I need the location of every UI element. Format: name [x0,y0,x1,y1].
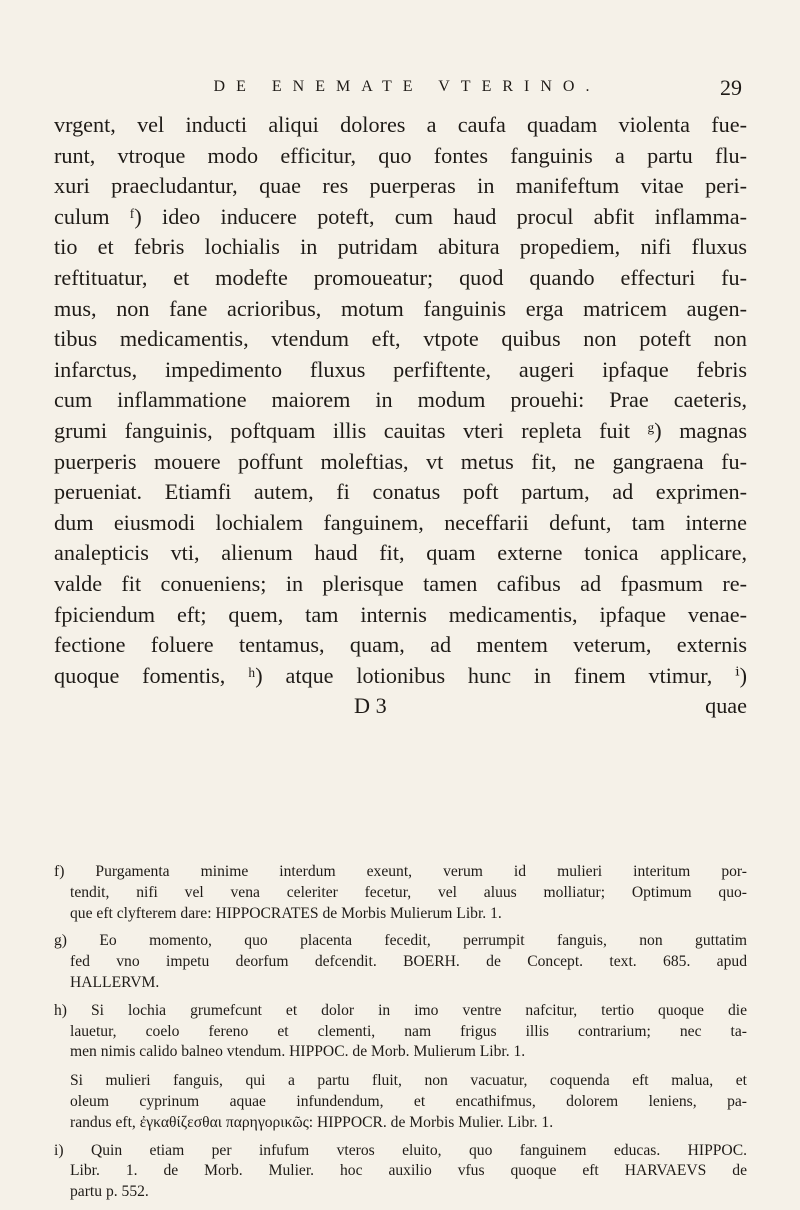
text-line: tio et febris lochialis in putridam abitura propediem, nifi fluxus [54,234,747,260]
footnote-line: lauetur, coelo fereno et clementi, nam frigus illis contrarium; nec ta- [70,1022,747,1040]
signature-row [54,691,747,722]
text-line: valde fit conueniens; in plerisque tamen cafibus ad fpasmum re- [54,570,747,596]
text-line: tibus medicamentis, vtendum eft, vtpote quibus non poteft non [54,326,747,352]
text-line: dum eiusmodi lochialem fanguinem, neceffarii defunt, tam interne [54,509,747,535]
footnote-line: randus eft, ἐγκαθίζεσθαι παρηγορικῶς: HIPPOCR. de Morbis Mulier. Libr. 1. [70,1113,554,1131]
footnote-line: fed vno impetu deorfum defcendit. BOERH. de Concept. text. 685. apud [70,953,747,971]
text-line: puerperis mouere poffunt moleftias, vt metus fit, ne gangraena fu- [54,448,747,474]
footnote-f [54,862,747,924]
footnote-line: HALLERVM. [70,973,160,991]
text-line: perueniat. Etiamfi autem, fi conatus poft partum, ad exprimen- [54,479,747,505]
footnote-line: oleum cyprinum aquae infundendum, et encathifmus, dolorem leniens, pa- [70,1092,747,1110]
footnote-line: tendit, nifi vel vena celeriter fecetur, vel aluus molliatur; Optimum quo- [70,883,747,901]
footnote-line: partu p. 552. [70,1183,149,1201]
footnote-i [54,1141,747,1203]
running-head: DE ENEMATE VTERINO. [213,78,601,95]
footnote-line: Si mulieri fanguis, qui a partu fluit, non vacuatur, coquenda eft malua, et [70,1072,747,1090]
text-line: cum inflammatione maiorem in modum prouehi: Prae caeteris, [54,387,747,413]
text-line: vrgent, vel inducti aliqui dolores a caufa quadam violenta fue- [54,112,747,137]
text-line: runt, vtroque modo efficitur, quo fontes fanguinis a partu flu- [54,142,747,168]
text-line: quoque fomentis, ʰ) atque lotionibus hunc in finem vtimur, ⁱ) [54,662,747,688]
text-line: xuri praecludantur, quae res puerperas in manifeftum vitae peri- [54,173,747,199]
footnote-line: men nimis calido balneo vtendum. HIPPOC. de Morb. Mulierum Libr. 1. [70,1043,526,1061]
footnote-line: f) Purgamenta minime interdum exeunt, verum id mulieri interitum por- [54,863,747,880]
text-line: fpiciendum eft; quem, tam internis medicamentis, ipfaque venae- [54,601,747,627]
footnote-line: h) Si lochia grumefcunt et dolor in imo ventre nafcitur, tertio quoque die [54,1001,747,1019]
footnote-line: g) Eo momento, quo placenta fecedit, perrumpit fanguis, non guttatim [54,932,747,950]
footnote-line: Libr. 1. de Morb. Mulier. hoc auxilio vfus quoque eft HARVAEVS de [70,1162,747,1180]
page-number: 29 [720,75,742,100]
text-line: infarctus, impedimento fluxus perfiftente, augeri ipfaque febris [54,356,747,382]
text-line: analepticis vti, alienum haud fit, quam externe tonica applicare, [54,540,747,566]
text-line: reftituatur, et modefte promoueatur; quod quando effecturi fu- [54,264,747,290]
catchword: quae [705,693,747,719]
main-text [54,110,747,722]
signature-mark: D 3 [354,693,387,719]
footnotes [54,862,747,1210]
text-line: grumi fanguinis, poftquam illis cauitas vteri repleta fuit ᵍ) magnas [54,417,747,443]
text-line: culum ᶠ) ideo inducere poteft, cum haud procul abfit inflamma- [54,203,747,229]
footnote-line: que eft clyfterem dare: HIPPOCRATES de Morbis Mulierum Libr. 1. [70,904,502,922]
page-header [54,75,760,110]
footnote-h [54,1001,747,1134]
footnote-g [54,931,747,993]
text-line: fectione foluere tentamus, quam, ad mentem veterum, externis [54,632,747,658]
footnote-line: i) Quin etiam per infufum vteros eluito, quo fanguinem educas. HIPPOC. [54,1141,747,1159]
text-line: mus, non fane acrioribus, motum fanguinis erga matricem augen- [54,295,747,321]
